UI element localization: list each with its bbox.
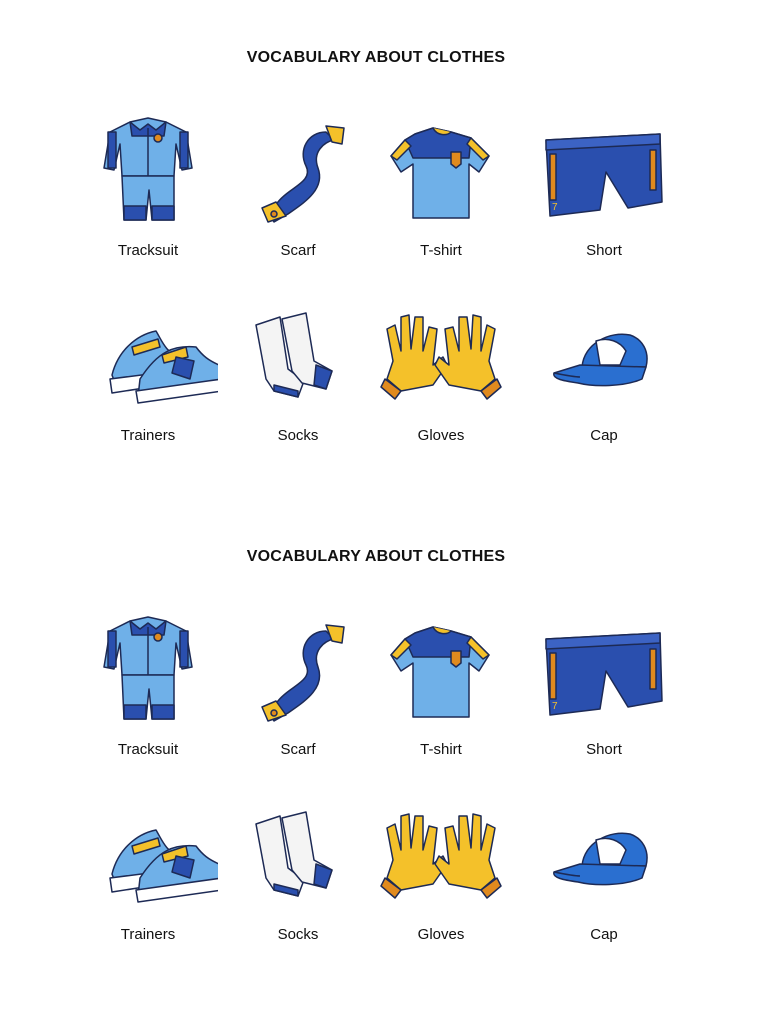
item-label: Tracksuit	[117, 242, 179, 259]
item-trainers	[78, 295, 218, 465]
item-gloves	[371, 295, 511, 465]
item-label: Cap	[590, 926, 618, 943]
trainers-icon	[78, 794, 218, 914]
gloves-icon	[371, 794, 511, 914]
item-label: Socks	[277, 926, 319, 943]
item-socks	[228, 794, 368, 964]
cap-icon	[534, 295, 674, 415]
worksheet-section-1	[0, 0, 768, 470]
svg-text:7: 7	[552, 202, 558, 213]
item-tracksuit	[78, 609, 218, 779]
tshirt-icon	[371, 609, 511, 729]
svg-text:7: 7	[552, 701, 558, 712]
item-short	[534, 110, 674, 280]
item-cap	[534, 295, 674, 465]
scarf-icon	[228, 110, 368, 230]
trainers-icon	[78, 295, 218, 415]
scarf-icon	[228, 609, 368, 729]
tshirt-icon	[371, 110, 511, 230]
item-label: Socks	[277, 427, 319, 444]
item-label: T-shirt	[420, 242, 462, 259]
item-scarf	[228, 110, 368, 280]
shorts-icon	[534, 110, 674, 230]
item-socks	[228, 295, 368, 465]
item-short	[534, 609, 674, 779]
gloves-icon	[371, 295, 511, 415]
tracksuit-icon	[78, 110, 218, 230]
item-label: T-shirt	[420, 741, 462, 758]
item-label: Tracksuit	[117, 741, 179, 758]
socks-icon	[228, 295, 368, 415]
item-scarf	[228, 609, 368, 779]
item-gloves	[371, 794, 511, 964]
section-title: VOCABULARY ABOUT CLOTHES	[246, 49, 506, 66]
item-label: Scarf	[280, 242, 316, 259]
item-tracksuit	[78, 110, 218, 280]
item-label: Gloves	[417, 427, 465, 444]
socks-icon	[228, 794, 368, 914]
item-label: Short	[586, 741, 622, 758]
worksheet-section-2	[0, 499, 768, 969]
item-tshirt	[371, 110, 511, 280]
item-label: Gloves	[417, 926, 465, 943]
item-label: Scarf	[280, 741, 316, 758]
item-tshirt	[371, 609, 511, 779]
section-title: VOCABULARY ABOUT CLOTHES	[246, 548, 506, 565]
shorts-icon	[534, 609, 674, 729]
item-label: Short	[586, 242, 622, 259]
item-label: Trainers	[120, 427, 176, 444]
cap-icon	[534, 794, 674, 914]
tracksuit-icon	[78, 609, 218, 729]
item-cap	[534, 794, 674, 964]
item-label: Trainers	[120, 926, 176, 943]
item-label: Cap	[590, 427, 618, 444]
item-trainers	[78, 794, 218, 964]
